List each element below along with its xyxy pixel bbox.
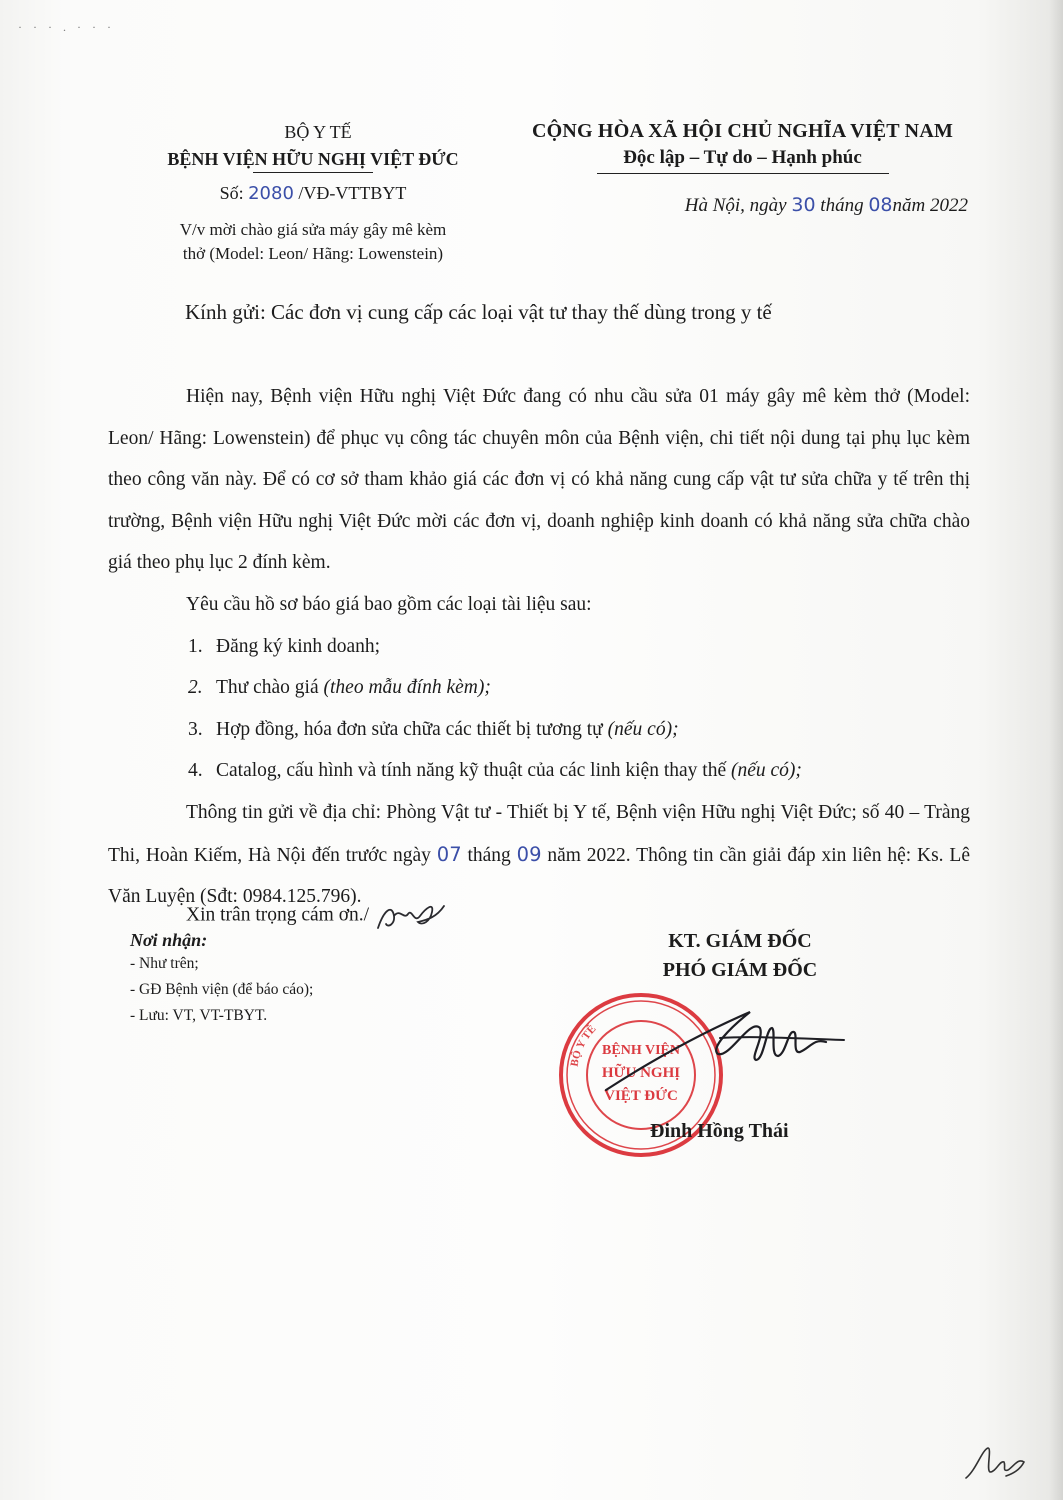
requirements-list <box>108 626 970 792</box>
list-item: 1. Đăng ký kinh doanh; <box>188 635 381 657</box>
header-left <box>128 122 498 266</box>
date-place: Hà Nội, ngày <box>684 195 792 216</box>
document-number <box>128 183 498 204</box>
document-body <box>108 376 970 918</box>
body-paragraph-1: Hiện nay, Bệnh viện Hữu nghị Việt Đức đang có nhu cầu sửa 01 máy gây mê kèm thở (Model: Leon/ Hãng: Lowenstein) để phục vụ công tác chuyên môn của Bệnh viện, chi tiết nội dung tại phụ lục kèm theo công văn này. Để có cơ sở tham khảo giá các đơn vị có khả năng cung cấp vật tư sửa chữa y tế trên thị trường, Bệnh viện Hữu nghị Việt Đức mời các đơn vị, doanh nghiệp kinh doanh có khả năng sửa chữa chào giá theo phụ lục 2 đính kèm. <box>108 386 970 574</box>
deadline-month-handwritten: 09 <box>516 842 542 866</box>
header-right <box>505 120 980 217</box>
recipients-item: - GĐ Bệnh viện (để báo cáo); <box>130 981 314 998</box>
signatory-title-1: KT. GIÁM ĐỐC <box>668 930 812 952</box>
initials-signature-icon <box>374 898 448 934</box>
recipients-item: - Lưu: VT, VT-TBYT. <box>130 1007 268 1024</box>
list-item: 4. Catalog, cấu hình và tính năng kỹ thuật của các linh kiện thay thế (nếu có); <box>188 760 802 782</box>
date-month-label: tháng <box>815 195 869 216</box>
scan-artifact: · · · . · · · <box>18 20 115 34</box>
hospital-name: BỆNH VIỆN HỮU NGHỊ VIỆT ĐỨC <box>167 149 459 169</box>
date-month-handwritten: 08 <box>868 194 893 216</box>
recipient-line: Kính gửi: Các đơn vị cung cấp các loại vật tư thay thế dùng trong y tế <box>185 300 772 324</box>
motto-underline <box>597 173 889 174</box>
recipients-block <box>130 930 460 1029</box>
footer-initials-icon <box>960 1440 1030 1485</box>
requirements-intro: Yêu cầu hồ sơ báo giá bao gồm các loại tài liệu sau: <box>186 593 592 615</box>
stamp-line-1: BỆNH VIỆN <box>602 1043 680 1058</box>
signatory-title-2: PHÓ GIÁM ĐỐC <box>662 959 818 981</box>
stamp-line-2: HỮU NGHỊ <box>601 1065 681 1081</box>
document-number-suffix: /VĐ-VTTBYT <box>293 183 407 203</box>
hospital-underline <box>253 172 373 173</box>
national-motto: Độc lập – Tự do – Hạnh phúc <box>623 147 862 168</box>
document-number-handwritten: 2080 <box>248 183 294 204</box>
ministry-name: BỘ Y TẾ <box>284 122 352 142</box>
subject-line-1: V/v mời chào giá sửa máy gây mê kèm <box>179 220 447 239</box>
document-subject <box>128 218 498 266</box>
document-number-prefix: Số: <box>219 183 249 203</box>
closing-line <box>186 898 448 934</box>
list-item: 2. Thư chào giá (theo mẫu đính kèm); <box>188 677 491 699</box>
closing-text: Xin trân trọng cám ơn./ <box>186 904 370 926</box>
contact-paragraph: Thông tin gửi về địa chỉ: Phòng Vật tư - Thiết bị Y tế, Bệnh viện Hữu nghị Việt Đức; số 40 – Tràng Thi, Hoàn Kiếm, Hà Nội đến trước ngày 07 tháng 09 năm 2022. Thông tin cần giải đáp xin liên hệ: Ks. Lê Văn Luyện (Sđt: 0984.125.796). <box>108 801 970 908</box>
stamp-line-3: VIỆT ĐỨC <box>604 1088 678 1104</box>
list-item: 3. Hợp đồng, hóa đơn sửa chữa các thiết bị tương tự (nếu có); <box>188 718 679 740</box>
page-shadow-edge <box>1049 0 1063 1500</box>
director-signature-icon <box>600 998 850 1098</box>
signature-block <box>590 930 890 982</box>
recipients-title: Nơi nhận: <box>130 930 208 950</box>
signatory-name: Đinh Hồng Thái <box>650 1120 789 1142</box>
stamp-ring-text: BỘ Y TẾ <box>568 1022 599 1068</box>
national-title: CỘNG HÒA XÃ HỘI CHỦ NGHĨA VIỆT NAM <box>531 120 954 142</box>
subject-line-2: thở (Model: Leon/ Hãng: Lowenstein) <box>182 244 444 263</box>
date-year: năm 2022 <box>892 195 968 216</box>
date-day-handwritten: 30 <box>791 194 816 216</box>
deadline-day-handwritten: 07 <box>436 842 462 866</box>
document-date <box>505 194 980 217</box>
recipients-item: - Như trên; <box>130 955 199 972</box>
